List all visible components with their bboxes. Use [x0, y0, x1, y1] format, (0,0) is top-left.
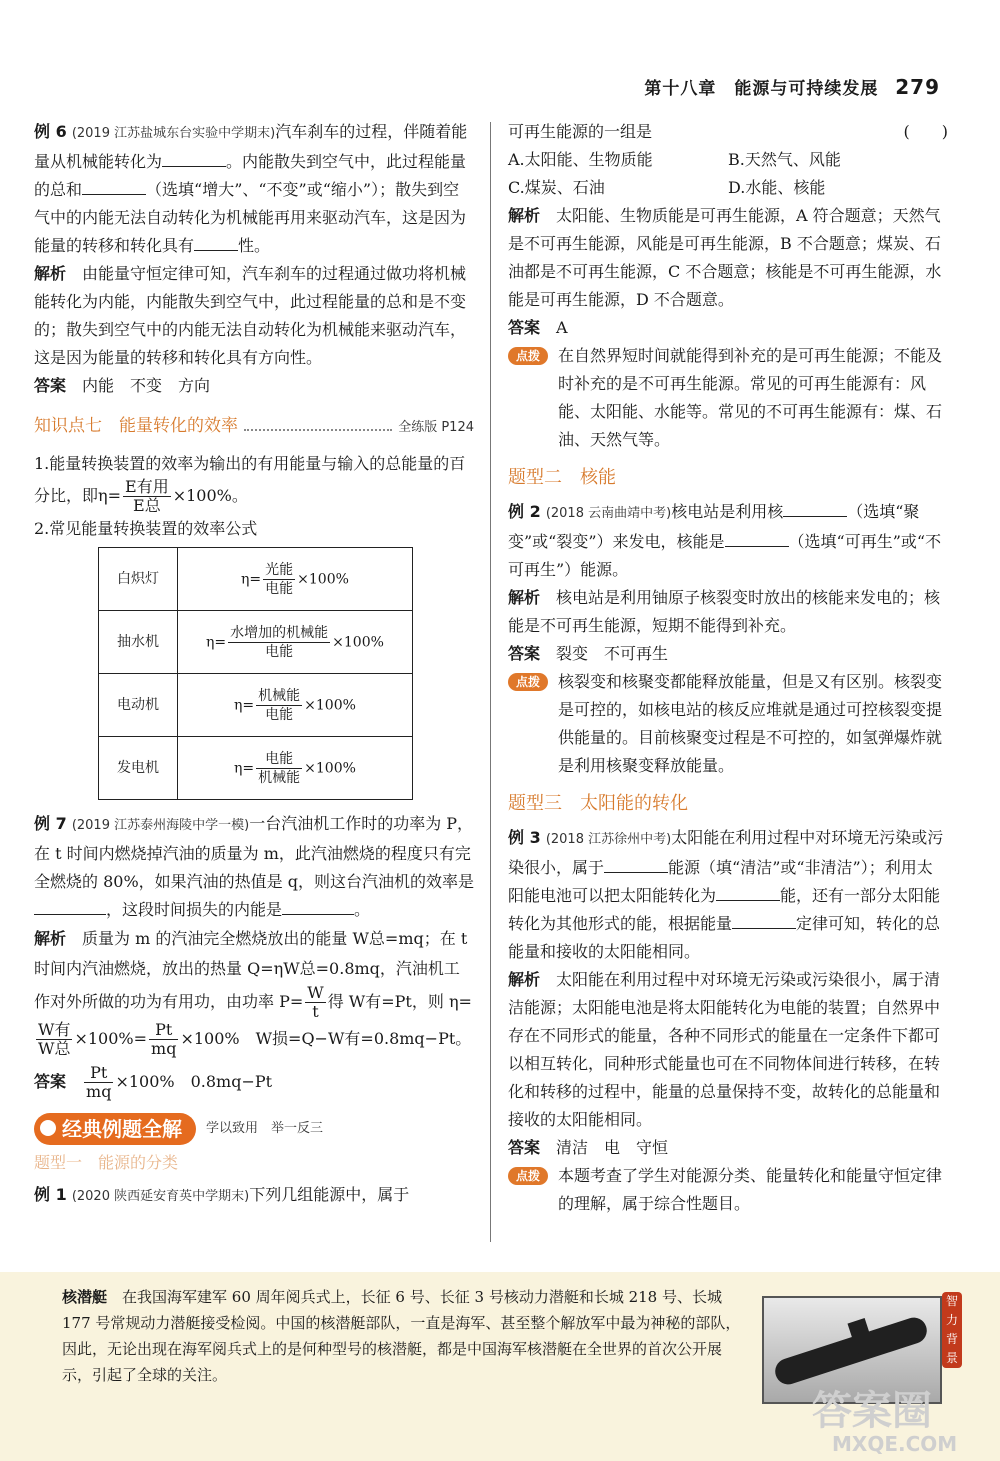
- dot-leader: [244, 429, 392, 431]
- solution-text: 得 W有=Pt，则 η=: [327, 992, 472, 1011]
- table-cell-formula: [178, 737, 413, 800]
- choice-options: [508, 146, 948, 202]
- table-cell-formula: [178, 548, 413, 611]
- question-text: （选填“聚变”或“裂变”）来发电，核能是: [508, 502, 920, 551]
- section-title: 知识点七 能量转化的效率: [34, 416, 238, 436]
- solution-text: ×100%=: [74, 1029, 148, 1048]
- answer-2: [508, 640, 948, 668]
- fraction-denominator: 电能: [265, 643, 294, 660]
- answer-blank: [282, 896, 354, 915]
- question-text: 汽车刹车的过程，伴随着能量从机械能转化为: [34, 122, 468, 171]
- example-6: [34, 118, 474, 260]
- answer-text: ×100% 0.8mq−Pt: [115, 1072, 273, 1091]
- table-cell-device: 抽水机: [99, 611, 178, 674]
- example-2: [508, 498, 948, 584]
- formula-text: ×100%: [297, 571, 349, 587]
- answer-blank: [604, 854, 668, 873]
- fraction-denominator: mq: [151, 1039, 177, 1058]
- fraction-denominator: E总: [133, 496, 161, 515]
- watermark: [812, 1390, 957, 1456]
- info-keyword: 核潜艇: [62, 1288, 108, 1306]
- solution-2: [508, 584, 948, 640]
- question-text: （选填“增大”、“不变”或“缩小”）；散失到空气中的内能无法自动转化为机械能再用来驱动汽车，这是因为能量的转移和转化具有: [34, 180, 467, 255]
- table-cell-device: 电动机: [99, 674, 178, 737]
- solution-text: ×100% W损=Q−W有=0.8mq−Pt。: [180, 1029, 472, 1048]
- answer-blank: [34, 896, 106, 915]
- tip-text: 在自然界短时间就能得到补充的是可再生能源；不能及时补充的是不可再生能源。常见的可再生能源有：风能、太阳能、水能等。常见的不可再生能源有：煤、石油、天然气等。: [558, 346, 943, 449]
- solution-7: [34, 924, 474, 1058]
- tip-badge: 点拨: [508, 1167, 548, 1185]
- fraction-numerator: W: [307, 983, 324, 1002]
- left-column: [34, 118, 474, 1211]
- solution-text: 核电站是利用铀原子核裂变时放出的核能来发电的；核能是不可再生能源，短期不能得到补充。: [508, 588, 941, 635]
- option-c: C.煤炭、石油: [508, 178, 605, 197]
- answer-7: [34, 1064, 474, 1101]
- question-text: 性。: [238, 236, 271, 255]
- fraction-numerator: Pt: [84, 1064, 113, 1083]
- page-header: [644, 74, 940, 99]
- fraction: [84, 1064, 113, 1101]
- example-source: (2020 陕西延安育英中学期末): [71, 1189, 250, 1204]
- fraction-numerator: W有: [38, 1020, 71, 1039]
- banner-subtitle: 学以致用 举一反三: [206, 1121, 324, 1136]
- watermark-url: MXQE.COM: [832, 1432, 958, 1456]
- fraction: [36, 1021, 72, 1058]
- fraction-numerator: E有用: [125, 477, 169, 496]
- question-text: 能，还有一部分太阳能转化为其他形式的能，根据能量: [508, 886, 941, 933]
- solution-label: 解析: [34, 264, 67, 283]
- answer-label: 答案: [34, 1072, 67, 1091]
- formula-text: ×100%: [304, 697, 356, 713]
- solution-label: 解析: [34, 929, 67, 948]
- answer-label: 答案: [508, 644, 541, 663]
- answer-blank: [194, 232, 238, 251]
- fraction: [228, 624, 330, 661]
- type-3-heading: [508, 790, 948, 818]
- tip-badge: 点拨: [508, 673, 548, 691]
- question-text: ，这段时间损失的内能是: [106, 900, 283, 919]
- example-label: 例 6: [34, 122, 67, 141]
- example-source: (2019 江苏盐城东台实验中学期末): [71, 126, 276, 141]
- fraction: [123, 478, 171, 515]
- option-b: B.天然气、风能: [728, 150, 841, 169]
- answer-text: 内能 不变 方向: [82, 376, 211, 395]
- solution-label: 解析: [508, 588, 541, 607]
- type-2-heading: [508, 464, 948, 492]
- example-3: [508, 824, 948, 966]
- table-row: [99, 674, 413, 737]
- cross-reference: 全练版 P124: [398, 420, 474, 435]
- example-label: 例 7: [34, 814, 67, 833]
- right-column: [508, 118, 948, 1218]
- tip-badge: 点拨: [508, 347, 548, 365]
- solution-label: 解析: [508, 206, 541, 225]
- fraction-denominator: mq: [86, 1082, 112, 1101]
- background-info-text: [62, 1284, 742, 1388]
- fraction-numerator: Pt: [149, 1021, 178, 1040]
- table-row: [99, 611, 413, 674]
- fraction-denominator: 电能: [265, 580, 294, 597]
- column-divider: [490, 122, 491, 1242]
- example-1-continued: [508, 118, 948, 146]
- formula-text: η=: [234, 697, 255, 713]
- example-label: 例 2: [508, 502, 541, 521]
- fraction-denominator: t: [312, 1002, 319, 1021]
- question-text: 下列几组能源中，属于: [249, 1185, 410, 1204]
- table-caption: 2.常见能量转换装置的效率公式: [34, 519, 258, 538]
- formula-text: ×100%: [304, 760, 356, 776]
- tip-1: [508, 342, 948, 454]
- question-text: 定律可知，转化的总能量和接收的太阳能相同。: [508, 914, 941, 961]
- solution-3: [508, 966, 948, 1134]
- fraction-numerator: 水增加的机械能: [230, 624, 329, 641]
- solution-text: 太阳能、生物质能是可再生能源，A 符合题意；天然气是不可再生能源，风能是可再生能源，B 不合题意；煤炭、石油都是不可再生能源，C 不合题意；核能是不可再生能源，水能是可再生能源，D 不合题意。: [508, 206, 942, 309]
- solution-text: 质量为 m 的汽油完全燃烧放出的能量 W总=mq；在 t 时间内汽油燃烧，放出的热量 Q=ηW总=0.8mq，汽油机工作对外所做的功为有用功，由功率 P=: [34, 929, 468, 1011]
- answer-blank: [725, 528, 789, 547]
- classic-examples-banner: [34, 1113, 474, 1145]
- question-text: 一台汽油机工作时的功率为 P，在 t 时间内燃烧掉汽油的质量为 m，此汽油燃烧的程度只有完全燃烧的 80%，如果汽油的热值是 q，则这台汽油机的效率是: [34, 814, 474, 891]
- answer-blank: [82, 176, 146, 195]
- answer-6: [34, 372, 474, 400]
- formula-text: ×100%: [332, 634, 384, 650]
- fraction-denominator: 电能: [265, 706, 294, 723]
- formula-text: η=: [241, 571, 262, 587]
- table-cell-device: 白炽灯: [99, 548, 178, 611]
- example-1: [34, 1181, 474, 1211]
- paragraph-text: 1.能量转换装置的效率为输出的有用能量与输入的总能量的百分比，即: [34, 454, 466, 505]
- fraction: [305, 984, 325, 1021]
- answer-3: [508, 1134, 948, 1162]
- solution-label: 解析: [508, 970, 541, 989]
- type-number: 题型三: [508, 793, 562, 814]
- tip-text: 本题考查了学生对能源分类、能量转化和能量守恒定律的理解，属于综合性题目。: [558, 1166, 943, 1213]
- type-title: 太阳能的转化: [580, 793, 688, 814]
- question-text: 能源（填“清洁”或“非清洁”）；利用太阳能电池可以把太阳能转化为: [508, 858, 933, 905]
- example-source: (2019 江苏泰州海陵中学一模): [71, 818, 250, 833]
- answer-bracket: ( ): [903, 122, 948, 141]
- answer-text: 清洁 电 守恒: [556, 1138, 669, 1157]
- info-body: 在我国海军建军 60 周年阅兵式上，长征 6 号、长征 3 号核动力潜艇和长城 218 号、长城 177 号常规动力潜艇接受检阅。中国的核潜艇部队，一直是海军、甚至整个解放军中最为神秘的部队，因此，无论出现在海军阅兵式上的是何种型号的核潜艇，都是中国海军核潜艇在全世界的首次公开展示，引起了全球的关注。: [62, 1288, 741, 1384]
- example-source: (2018 云南曲靖中考): [545, 506, 672, 521]
- tip-text: 核裂变和核聚变都能释放能量，但是又有区别。核裂变是可控的，如核电站的核反应堆就是通过可控核裂变提供能量的。目前核聚变过程是不可控的，如氢弹爆炸就是利用核聚变释放能量。: [558, 672, 943, 775]
- banner-title: 经典例题全解: [34, 1113, 196, 1145]
- question-text: （选填“可再生”或“不可再生”）能源。: [508, 532, 942, 579]
- table-cell-formula: [178, 674, 413, 737]
- formula-text: η=: [98, 486, 122, 505]
- watermark-logo: 答案圈: [812, 1388, 932, 1434]
- answer-blank: [783, 498, 847, 517]
- solution-text: 太阳能在利用过程中对环境无污染或污染很小，属于清洁能源；太阳能电池是将太阳能转化为电能的装置；自然界中存在不同形式的能量，各种不同形式的能量在一定条件下都可以相互转化，同种形式能量也可在不同物体间进行转移，在转化和转移的过程中，能量的总量保持不变，故转化的总能量和接收的太阳能相同。: [508, 970, 941, 1129]
- answer-label: 答案: [508, 318, 541, 337]
- example-source: (2018 江苏徐州中考): [545, 832, 672, 847]
- question-text: 。内能散失到空气中，此过程能量的总和: [34, 152, 467, 199]
- fraction-numerator: 电能: [256, 750, 302, 769]
- efficiency-definition: [34, 450, 474, 515]
- example-label: 例 3: [508, 828, 541, 847]
- type-number: 题型二: [508, 467, 562, 488]
- fraction: [256, 687, 302, 724]
- table-cell-device: 发电机: [99, 737, 178, 800]
- chapter-title: 第十八章 能源与可持续发展: [644, 79, 879, 99]
- formula-text: ×100%。: [172, 486, 248, 505]
- answer-blank: [732, 910, 796, 929]
- example-label: 例 1: [34, 1185, 67, 1204]
- tip-2: [508, 668, 948, 780]
- answer-label: 答案: [34, 376, 67, 395]
- formula-text: η=: [206, 634, 227, 650]
- answer-blank: [716, 882, 780, 901]
- answer-blank: [162, 148, 226, 167]
- knowledge-point-heading: [34, 412, 474, 442]
- fraction-numerator: 光能: [265, 561, 294, 578]
- question-text: 核电站是利用核: [671, 502, 784, 521]
- answer-text: 裂变 不可再生: [556, 644, 669, 663]
- fraction: [256, 750, 302, 787]
- option-a: A.太阳能、生物质能: [508, 150, 653, 169]
- option-d: D.水能、核能: [728, 178, 826, 197]
- answer-1: [508, 314, 948, 342]
- question-text: 太阳能在利用过程中对环境无污染或污染很小，属于: [508, 828, 944, 877]
- fraction-denominator: W总: [38, 1039, 71, 1058]
- tip-3: [508, 1162, 948, 1218]
- type-title: 核能: [580, 467, 616, 488]
- solution-6: [34, 260, 474, 372]
- table-row: [99, 737, 413, 800]
- table-row: [99, 548, 413, 611]
- fraction: [263, 561, 295, 598]
- answer-text: A: [556, 318, 568, 337]
- table-cell-formula: [178, 611, 413, 674]
- formula-text: η=: [234, 760, 255, 776]
- answer-label: 答案: [508, 1138, 541, 1157]
- fraction: [149, 1021, 178, 1058]
- page-number: 279: [895, 75, 940, 99]
- question-text: 。: [354, 900, 371, 919]
- fraction-denominator: 机械能: [258, 769, 301, 786]
- fraction-numerator: 机械能: [258, 687, 301, 704]
- solution-1: [508, 202, 948, 314]
- type-1-heading: 题型一 能源的分类: [34, 1153, 179, 1172]
- example-7: [34, 810, 474, 924]
- solution-text: 由能量守恒定律可知，汽车刹车的过程通过做功将机械能转化为内能，内能散失到空气中，此过程能量的总和是不变的；散失到空气中的内能无法自动转化为机械能来驱动汽车，这是因为能量的转移和转化具有方向性。: [34, 264, 467, 367]
- background-tag: 智力背景: [942, 1292, 962, 1368]
- question-text: 可再生能源的一组是: [508, 122, 653, 141]
- efficiency-table: [98, 547, 413, 800]
